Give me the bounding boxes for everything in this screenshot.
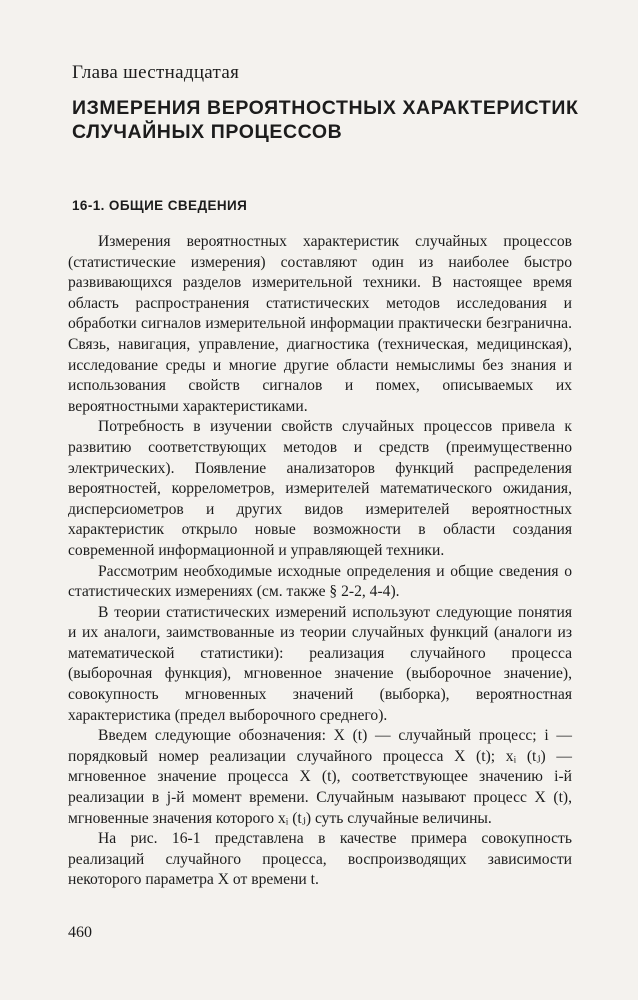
paragraph: На рис. 16-1 представлена в качестве примера совокупность реализаций случайного процесса, воспроизводящих зависимости некоторого параметра X от времени t.: [68, 830, 572, 889]
chapter-title-line-2: СЛУЧАЙНЫХ ПРОЦЕССОВ: [72, 121, 343, 143]
chapter-label: Глава шестнадцатая: [72, 62, 240, 83]
body-text: [68, 232, 572, 891]
section-heading: 16-1. ОБЩИЕ СВЕДЕНИЯ: [72, 198, 248, 213]
chapter-title: [72, 96, 592, 144]
paragraph: Измерения вероятностных характеристик случайных процессов (статистические измерения) составляют один из наиболее быстро развивающихся разделов измерительной техники. В настоящее время область распространения статистических методов исследования и обработки сигналов измерительной информации практически безгранична. Связь, навигация, управление, диагностика (техническая, медицинская), исследование среды и многие другие области немыслимы без знания и использования свойств сигналов и помех, описываемых их вероятностными характеристиками.: [68, 233, 572, 415]
chapter-title-line-1: ИЗМЕРЕНИЯ ВЕРОЯТНОСТНЫХ ХАРАКТЕРИСТИК: [72, 97, 579, 119]
page-number: 460: [68, 924, 92, 941]
paragraph: В теории статистических измерений используют следующие понятия и их аналоги, заимствованные из теории случайных функций (аналоги из математической статистики): реализация случайного процесса (выборочная функция), мгновенное значение (выборочное значение), совокупность мгновенных значений (выборка), вероятностная характеристика (предел выборочного среднего).: [68, 603, 572, 724]
paragraph: Введем следующие обозначения: X (t) — случайный процесс; i — порядковый номер реализации случайного процесса X (t); xᵢ (tⱼ) — мгновенное значение процесса X (t), соответствующее значению i-й реализации в j-й момент времени. Случайным называют процесс X (t), мгновенные значения которого xᵢ (tⱼ) суть случайные величины.: [68, 727, 572, 827]
paragraph: Потребность в изучении свойств случайных процессов привела к развитию соответствующих методов и средств (преимущественно электрических). Появление анализаторов функций распределения вероятностей, коррелометров, измерителей математического ожидания, дисперсиометров и других видов измерителей вероятностных характеристик открыло новые возможности в области создания современной информационной и управляющей техники.: [68, 418, 572, 559]
paragraph: Рассмотрим необходимые исходные определения и общие сведения о статистических измерениях (см. также § 2-2, 4-4).: [68, 562, 572, 601]
